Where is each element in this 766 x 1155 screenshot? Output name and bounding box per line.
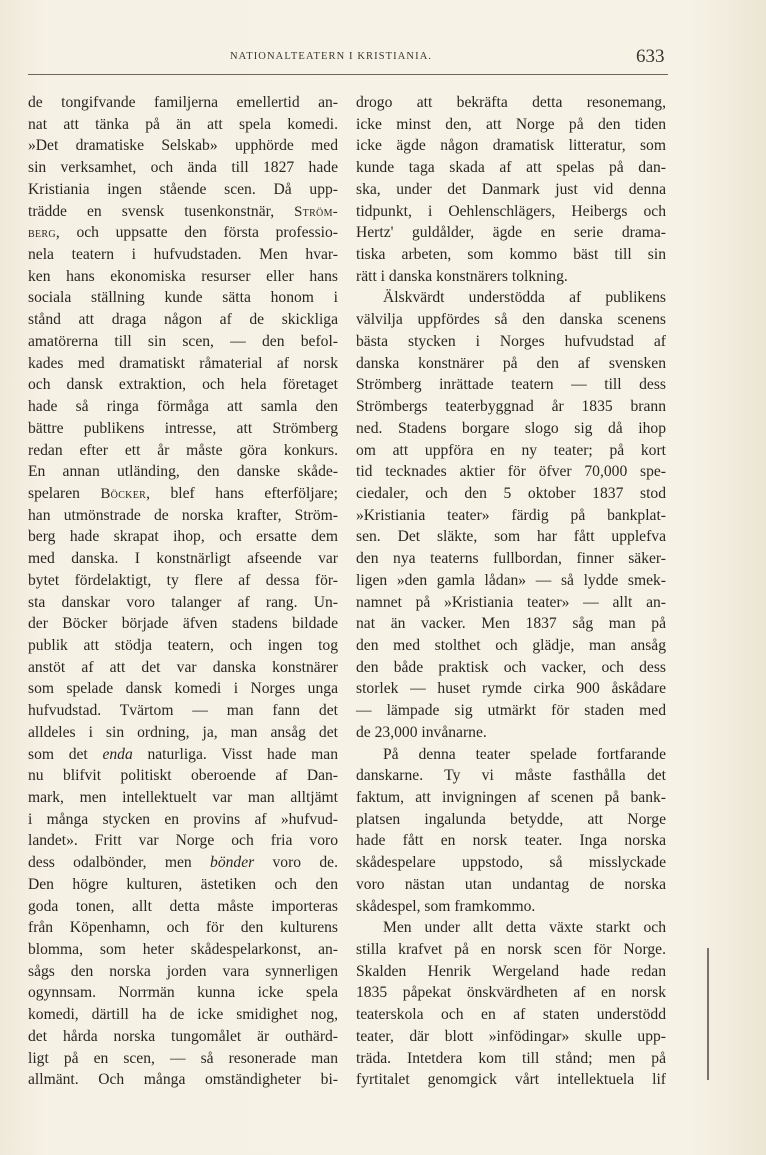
text-line: Strömberg inrättade teatern — till dess — [356, 376, 666, 394]
text-line: nat än vacker. Men 1837 såg man på — [356, 615, 666, 633]
text-line: anstöt af att det var danska konstnärer — [28, 658, 338, 676]
text-line: landet». Fritt var Norge och fria voro — [28, 832, 338, 850]
text-line: sta danskar voro talanger af rang. Un- — [28, 593, 338, 611]
text-line: som spelade dansk komedi i Norges unga — [28, 680, 338, 698]
text-line: ken hans ekonomiska resurser eller hans — [28, 267, 338, 285]
text-line: skådespelare uppstodo, så misslyckade — [356, 854, 666, 872]
text-line: sågs den norska jorden vara synnerligen — [28, 962, 338, 980]
text-line: hade så ringa förmåga att samla den — [28, 398, 338, 416]
text-line: mark, men intellektuelt var man alltjämt — [28, 789, 338, 806]
text-line: ned. Stadens borgare slogo sig då ihop — [356, 419, 666, 437]
text-line: »Kristiania teater» färdig på bankplat- — [356, 506, 666, 524]
text-line: det hårda norska tungomålet är outhärd- — [28, 1027, 338, 1045]
text-line: fyrtitalet genomgick vårt intellektuela lif — [356, 1071, 666, 1089]
text-line: bytet fördelaktigt, ty flere af dessa för- — [28, 571, 338, 589]
text-line: goda tonen, allt detta måste importeras — [28, 897, 338, 915]
text-line: der Böcker började äfven stadens bildade — [28, 615, 338, 633]
text-line: hade fått en norsk teater. Inga norska — [356, 832, 666, 850]
text-line: ciedaler, och den 5 oktober 1837 stod — [356, 484, 666, 502]
text-line: tidpunkt, i Oehlenschlägers, Heibergs och — [356, 202, 666, 220]
text-line: om att uppföra en ny teater; på kort — [356, 441, 666, 459]
text-line: ligen »den gamla lådan» — så lydde smek- — [356, 571, 666, 589]
text-line: Men under allt detta växte starkt och — [383, 919, 666, 937]
paragraph — [356, 92, 666, 287]
text-line: stilla krafvet på en norsk scen för Norge. — [356, 941, 666, 959]
text-line: ska, under det Danmark just vid denna — [356, 180, 666, 198]
text-line: alldeles i sin ordning, ja, man ansåg det — [28, 723, 338, 741]
paragraph — [356, 287, 666, 743]
text-line: välvilja uppfördes så den danska scenens — [356, 311, 666, 329]
text-line — [28, 483, 338, 505]
text-line: Hertz' guldålder, ägde en serie drama- — [356, 224, 666, 242]
text-line: kades med dramatiskt råmaterial af norsk — [28, 354, 338, 372]
text-line — [28, 744, 338, 766]
text-line: sociala ställning kunde sätta honom i — [28, 289, 338, 307]
text-line: nu blifvit politiskt oberoende af Dan- — [28, 767, 338, 785]
text-line: ogynnsam. Norrmän kunna icke spela — [28, 984, 338, 1002]
text-line: En annan utländing, den danske skåde- — [28, 463, 338, 481]
text-segment: trädde en svensk tusenkonstnär, — [28, 202, 295, 220]
text-line: kunde taga skada af att spelas på dan- — [356, 159, 666, 177]
text-line: komedi, därtill ha de icke smidighet nog, — [28, 1006, 338, 1024]
text-line: och dansk extraktion, och hela företaget — [28, 376, 338, 394]
text-line: icke minst den, att Norge på den tiden — [356, 115, 666, 133]
text-line: i många stycken en provins af »hufvud- — [28, 810, 338, 828]
text-line: från Köpenhamn, och för den kulturens — [28, 919, 338, 937]
text-line: Kristiania ingen stående scen. Då upp- — [28, 180, 338, 198]
text-line: voro nästan utan undantag de norska — [356, 875, 666, 893]
text-line: namnet på »Kristiania teater» — allt an- — [356, 593, 666, 611]
text-segment: , och uppsatte den första professio- — [55, 224, 338, 242]
left-column — [28, 92, 338, 1091]
text-line: hufvudstad. Tvärtom — man fann det — [28, 702, 338, 720]
text-line: »Det dramatiske Selskab» upphörde med — [28, 137, 338, 155]
text-segment: dess odalbönder, men — [28, 854, 211, 872]
header-rule — [28, 74, 668, 75]
text-line: skådespel, som framkommo. — [356, 897, 536, 915]
text-line: Skalden Henrik Wergeland hade redan — [356, 962, 666, 980]
text-line: redan efter ett år måste göra konkurs. — [28, 441, 338, 459]
text-line: teater, där blott »infödingar» skulle upp- — [356, 1027, 666, 1045]
text-line: den med stolthet och glädje, man ansåg — [356, 636, 666, 654]
text-line: nat att tänka på än att spela komedi. — [28, 115, 338, 133]
right-column — [356, 92, 666, 1091]
running-head: NATIONALTEATERN I KRISTIANIA. — [230, 51, 433, 62]
text-line: stånd att draga någon af de skickliga — [28, 311, 338, 329]
text-line — [28, 852, 338, 874]
text-segment: som det — [28, 745, 103, 763]
text-line: han utmönstrade de norska krafter, Ström- — [28, 506, 338, 524]
text-line: blomma, som heter skådespelarkonst, an- — [28, 941, 338, 959]
text-line: rätt i danska konstnärers tolkning. — [356, 267, 568, 285]
text-line: sin verksamhet, och ända till 1827 hade — [28, 159, 338, 177]
text-line: ligt på en scen, — så resonerade man — [28, 1049, 338, 1067]
text-line: bättre publikens intresse, att Strömberg — [28, 419, 338, 437]
text-line: träda. Intetdera kom till stånd; men på — [356, 1049, 666, 1067]
text-line: amatörerna till sin scen, — den befol- — [28, 332, 338, 350]
text-line: Strömbergs teaterbyggnad år 1835 brann — [356, 398, 666, 416]
text-line: med danska. I konstnärligt afseende var — [28, 550, 338, 568]
text-segment: spelaren — [28, 484, 101, 502]
text-line: publik att stödja teatern, och ingen tog — [28, 636, 338, 654]
text-line: nela teatern i hufvudstaden. Men hvar- — [28, 246, 338, 264]
small-caps-name: Böcker — [100, 485, 147, 502]
italic-emphasis: enda — [102, 745, 133, 763]
small-caps-name: Ström- — [294, 203, 338, 220]
text-line: sen. Det släkte, som har fått upplefva — [356, 528, 666, 546]
text-line: tiska arbeten, som kommo bäst till sin — [356, 246, 666, 264]
text-line: danskarne. Ty vi måste fasthålla det — [356, 767, 666, 785]
text-segment: , blef hans efterföljare; — [146, 484, 338, 502]
paragraph — [356, 917, 666, 1091]
text-line: På denna teater spelade fortfarande — [383, 745, 666, 763]
text-line: Den högre kulturen, ästetiken och den — [28, 875, 338, 893]
text-line: platsen ingalunda betydde, att Norge — [356, 810, 666, 828]
text-line: de tongifvande familjerna emellertid an- — [28, 94, 338, 111]
text-segment: naturliga. Visst hade man — [132, 745, 339, 763]
text-line: drogo att bekräfta detta resonemang, — [356, 94, 666, 111]
italic-emphasis: bönder — [210, 854, 255, 872]
text-line: teaterskola och en af staten understödd — [356, 1006, 666, 1024]
text-line: bästa stycken i Norges hufvudstad af — [356, 332, 666, 350]
paragraph — [356, 744, 666, 918]
text-line: icke ägde någon dramatisk litteratur, som — [356, 137, 666, 155]
text-line: tid tecknades aktier för öfver 70,000 spe- — [356, 463, 666, 481]
text-line: berg hade skrapat ihop, och ersatte dem — [28, 528, 338, 546]
text-line: storlek — huset rymde cirka 900 åskådare — [356, 680, 666, 698]
text-line: den både praktisk och vacker, och dess — [356, 658, 666, 676]
page-number: 633 — [636, 46, 665, 67]
text-line — [28, 201, 338, 223]
text-line: faktum, att invigningen af scenen på bank- — [356, 789, 666, 806]
text-line: 1835 påpekat önskvärdheten af en norsk — [356, 984, 666, 1002]
paragraph — [28, 92, 338, 1091]
margin-pencil-mark — [707, 948, 709, 1080]
small-caps-name: berg — [28, 225, 56, 242]
text-line — [28, 222, 338, 244]
text-line: allmänt. Och många omständigheter bi- — [28, 1071, 338, 1089]
text-segment: voro de. — [254, 854, 338, 872]
text-line: danska konstnärer på den af svensken — [356, 354, 666, 372]
text-line: den nya teaterns fullbordan, finner säker- — [356, 550, 666, 568]
text-line: de 23,000 invånarne. — [356, 723, 487, 741]
text-line: — lämpade sig utmärkt för staden med — [356, 702, 666, 720]
text-line: Älskvärdt understödda af publikens — [383, 289, 666, 307]
